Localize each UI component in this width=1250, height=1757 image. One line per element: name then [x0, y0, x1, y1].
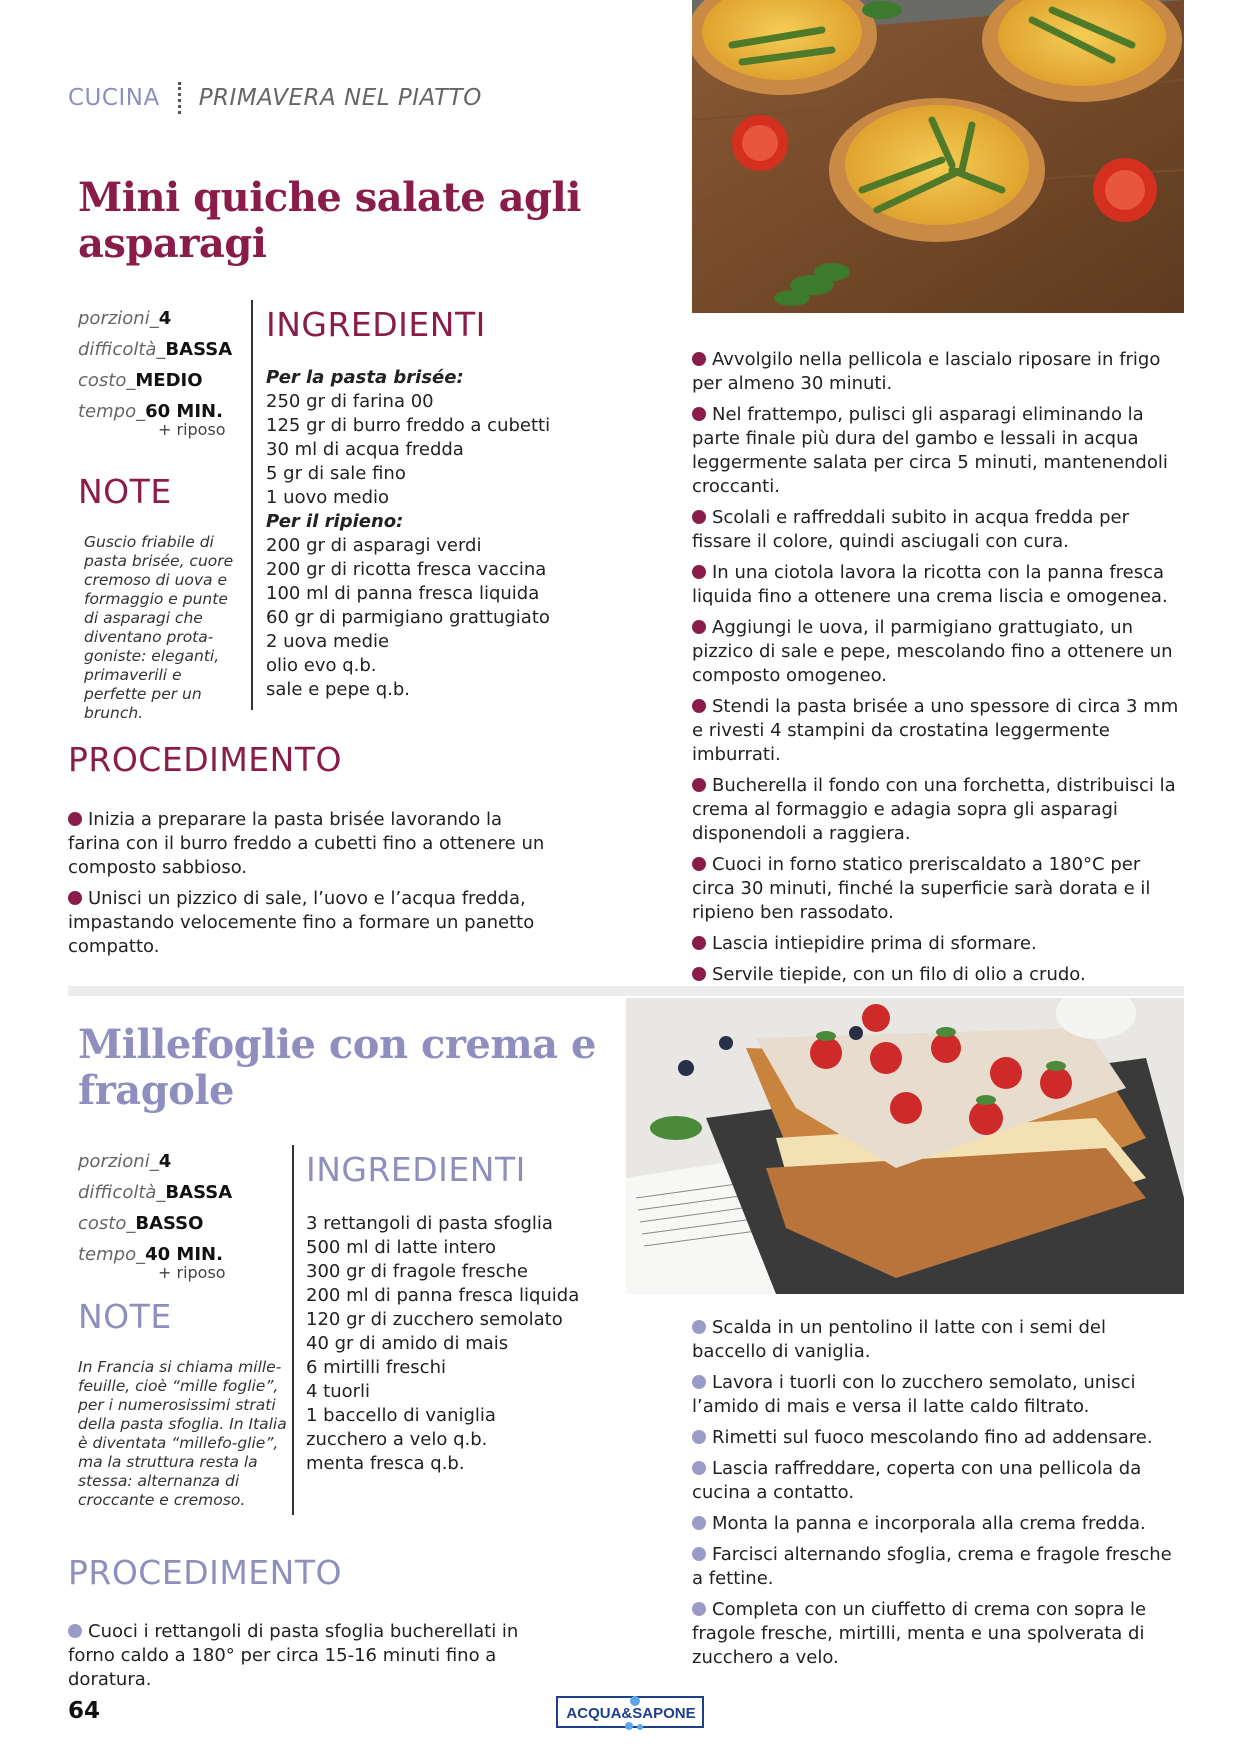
procedure-step [692, 1426, 1184, 1450]
bullet-dot-icon [692, 620, 706, 634]
ingredient-item: 6 mirtilli freschi [306, 1357, 446, 1378]
ingredient-item: 4 tuorli [306, 1381, 371, 1402]
procedure-step-text: Completa con un ciuffetto di crema con sopra le fragole fresche, mirtilli, menta e una spolverata di zucchero a velo. [692, 1599, 1147, 1668]
procedure-step-text: Cuoci i rettangoli di pasta sfoglia bucherellati in forno caldo a 180° per circa 15-16 minuti fino a doratura. [68, 1621, 519, 1690]
procedure-step-text: Unisci un pizzico di sale, l’uovo e l’acqua fredda, impastando velocemente fino a formare un panetto compatto. [68, 888, 535, 957]
page-number: 64 [68, 1698, 101, 1724]
procedure-steps-left [68, 808, 548, 966]
porzioni-label: porzioni_ [78, 1151, 159, 1172]
section-header [68, 82, 482, 114]
ingredient-item: 1 uovo medio [266, 487, 390, 508]
bullet-dot-icon [692, 407, 706, 421]
brand-logo [556, 1693, 706, 1733]
ingredient-item: 125 gr di burro freddo a cubetti [266, 415, 551, 436]
procedure-heading: PROCEDIMENTO [68, 1553, 342, 1592]
procedure-step-text: Lascia raffreddare, coperta con una pellicola da cucina a contatto. [692, 1458, 1142, 1503]
procedure-step [692, 963, 1184, 987]
quiche-photo [692, 0, 1184, 313]
header-separator [178, 82, 181, 114]
procedure-step [692, 932, 1184, 956]
recipe-divider [68, 986, 1184, 996]
procedure-step-text: Rimetti sul fuoco mescolando fino ad addensare. [712, 1427, 1153, 1448]
procedure-step [692, 1371, 1184, 1419]
ingredient-item: 200 gr di asparagi verdi [266, 535, 482, 556]
procedure-step-text: Farcisci alternando sfoglia, crema e fragole fresche a fettine. [692, 1544, 1172, 1589]
ingredients-heading: INGREDIENTI [306, 1150, 526, 1189]
recipe-title-line1: Mini quiche salate agli [78, 174, 581, 221]
ingredient-item: 5 gr di sale fino [266, 463, 406, 484]
procedure-step-text: Avvolgilo nella pellicola e lascialo riposare in frigo per almeno 30 minuti. [692, 349, 1161, 394]
bullet-dot-icon [68, 1624, 82, 1638]
procedure-heading: PROCEDIMENTO [68, 740, 342, 779]
procedure-step [692, 853, 1184, 925]
procedure-step-text: Servile tiepide, con un filo di olio a crudo. [712, 964, 1086, 985]
ingredient-item: 120 gr di zucchero semolato [306, 1309, 563, 1330]
costo-value: MEDIO [135, 370, 203, 391]
porzioni-value: 4 [158, 1151, 172, 1172]
porzioni-value: 4 [158, 308, 172, 329]
procedure-step [692, 1543, 1184, 1591]
procedure-steps-left [68, 1620, 568, 1699]
procedure-step-text: Aggiungi le uova, il parmigiano grattugiato, un pizzico di sale e pepe, mescolando fino a ottenere un composto omogeneo. [692, 617, 1173, 686]
procedure-step-text: Scolali e raffreddali subito in acqua fredda per fissare il colore, quindi asciugali con cura. [692, 507, 1129, 552]
bullet-dot-icon [692, 857, 706, 871]
ingredient-item: 100 ml di panna fresca liquida [266, 583, 540, 604]
tempo-extra: + riposo [158, 1263, 226, 1282]
procedure-step [692, 695, 1184, 767]
procedure-step [68, 1620, 568, 1692]
bullet-dot-icon [692, 699, 706, 713]
tempo-value: 60 MIN. [145, 401, 223, 422]
section-name: CUCINA [68, 85, 160, 111]
section-subtitle: PRIMAVERA NEL PIATTO [198, 85, 482, 111]
procedure-step [692, 348, 1184, 396]
tempo-label: tempo_ [78, 401, 146, 422]
tempo-value: 40 MIN. [145, 1244, 223, 1265]
procedure-step-text: Nel frattempo, pulisci gli asparagi eliminando la parte finale più dura del gambo e lessali in acqua leggermente salata per circa 5 minuti, mantenendoli croccanti. [692, 404, 1168, 497]
procedure-step-text: Lavora i tuorli con lo zucchero semolato, unisci l’amido di mais e versa il latte caldo filtrato. [692, 1372, 1136, 1417]
bullet-dot-icon [692, 565, 706, 579]
note-heading: NOTE [78, 472, 172, 511]
procedure-step [692, 403, 1184, 499]
ingredient-item: olio evo q.b. [266, 655, 377, 676]
recipe-title [78, 1022, 596, 1114]
tempo-label: tempo_ [78, 1244, 146, 1265]
difficolta-label: difficoltà_ [78, 1182, 166, 1203]
logo-text: ACQUA&SAPONE [566, 1705, 696, 1722]
ingredient-item: 60 gr di parmigiano grattugiato [266, 607, 550, 628]
procedure-steps-right [692, 348, 1184, 994]
difficolta-label: difficoltà_ [78, 339, 166, 360]
tempo-extra: + riposo [158, 420, 226, 439]
bullet-dot-icon [692, 510, 706, 524]
procedure-step-text: Scalda in un pentolino il latte con i semi del baccello di vaniglia. [692, 1317, 1106, 1362]
difficolta-value: BASSA [165, 1182, 233, 1203]
bullet-dot-icon [68, 891, 82, 905]
ingredient-item: 40 gr di amido di mais [306, 1333, 509, 1354]
note-heading: NOTE [78, 1297, 172, 1336]
ingredient-item: 250 gr di farina 00 [266, 391, 434, 412]
procedure-step-text: Lascia intiepidire prima di sformare. [712, 933, 1037, 954]
ingredient-item: zucchero a velo q.b. [306, 1429, 488, 1450]
procedure-step [692, 561, 1184, 609]
bullet-dot-icon [692, 352, 706, 366]
ingredient-item: 300 gr di fragole fresche [306, 1261, 528, 1282]
costo-label: costo_ [78, 1213, 136, 1234]
procedure-step [692, 1512, 1184, 1536]
bullet-dot-icon [692, 1320, 706, 1334]
procedure-step [692, 1457, 1184, 1505]
procedure-step [692, 616, 1184, 688]
procedure-step [692, 1598, 1184, 1670]
bullet-dot-icon [68, 812, 82, 826]
ingredient-item: 1 baccello di vaniglia [306, 1405, 496, 1426]
procedure-step-text: Stendi la pasta brisée a uno spessore di circa 3 mm e rivesti 4 stampini da crostatina leggermente imburrati. [692, 696, 1179, 765]
ingredients-list [266, 366, 566, 702]
recipe-title-line1: Millefoglie con crema e [78, 1021, 596, 1068]
millefoglie-photo [626, 998, 1184, 1294]
procedure-step [68, 808, 548, 880]
note-text: In Francia si chiama mille-feuille, cioè “mille foglie”, per i numerosissimi strati della pasta sfoglia. In Italia è diventata “millefo-glie”, ma la struttura resta la stessa: alternanza di croccante e cremoso. [78, 1358, 287, 1509]
ingredients-heading: INGREDIENTI [266, 305, 486, 344]
bullet-dot-icon [692, 967, 706, 981]
recipe-title-line2: fragole [78, 1067, 234, 1114]
column-divider [251, 300, 253, 710]
costo-label: costo_ [78, 370, 136, 391]
recipe-title-line2: asparagi [78, 220, 267, 267]
procedure-step [68, 887, 548, 959]
ingredient-item: 200 gr di ricotta fresca vaccina [266, 559, 547, 580]
ingredient-item: 200 ml di panna fresca liquida [306, 1285, 580, 1306]
bullet-dot-icon [692, 1375, 706, 1389]
procedure-step [692, 506, 1184, 554]
ingredient-subheading: Per il ripieno: [266, 511, 404, 532]
ingredient-subheading: Per la pasta brisée: [266, 367, 464, 388]
costo-value: BASSO [135, 1213, 204, 1234]
bullet-dot-icon [692, 1602, 706, 1616]
procedure-step [692, 1316, 1184, 1364]
column-divider [292, 1145, 294, 1515]
ingredient-item: menta fresca q.b. [306, 1453, 465, 1474]
bullet-dot-icon [692, 1547, 706, 1561]
procedure-step-text: In una ciotola lavora la ricotta con la panna fresca liquida fino a ottenere una crema liscia e omogenea. [692, 562, 1168, 607]
procedure-step [692, 774, 1184, 846]
bullet-dot-icon [692, 1430, 706, 1444]
procedure-steps-right [692, 1316, 1184, 1677]
bullet-dot-icon [692, 778, 706, 792]
ingredient-item: 3 rettangoli di pasta sfoglia [306, 1213, 553, 1234]
note-text: Guscio friabile di pasta brisée, cuore cremoso di uova e formaggio e punte di asparagi che diventano prota-goniste: eleganti, primaverili e perfette per un brunch. [84, 533, 234, 722]
bullet-dot-icon [692, 1516, 706, 1530]
porzioni-label: porzioni_ [78, 308, 159, 329]
recipe-meta [78, 1146, 278, 1282]
recipe-meta [78, 303, 248, 439]
procedure-step-text: Cuoci in forno statico preriscaldato a 180°C per circa 30 minuti, finché la superficie sarà dorata e il ripieno ben rassodato. [692, 854, 1151, 923]
difficolta-value: BASSA [165, 339, 233, 360]
procedure-step-text: Bucherella il fondo con una forchetta, distribuisci la crema al formaggio e adagia sopra gli asparagi disponendoli a raggiera. [692, 775, 1176, 844]
procedure-step-text: Monta la panna e incorporala alla crema fredda. [712, 1513, 1146, 1534]
ingredient-item: 500 ml di latte intero [306, 1237, 496, 1258]
ingredient-item: sale e pepe q.b. [266, 679, 411, 700]
recipe-title [78, 175, 581, 267]
ingredients-list [306, 1212, 606, 1476]
bullet-dot-icon [692, 936, 706, 950]
procedure-step-text: Inizia a preparare la pasta brisée lavorando la farina con il burro freddo a cubetti fino a ottenere un composto sabbioso. [68, 809, 545, 878]
bullet-dot-icon [692, 1461, 706, 1475]
ingredient-item: 2 uova medie [266, 631, 390, 652]
ingredient-item: 30 ml di acqua fredda [266, 439, 464, 460]
